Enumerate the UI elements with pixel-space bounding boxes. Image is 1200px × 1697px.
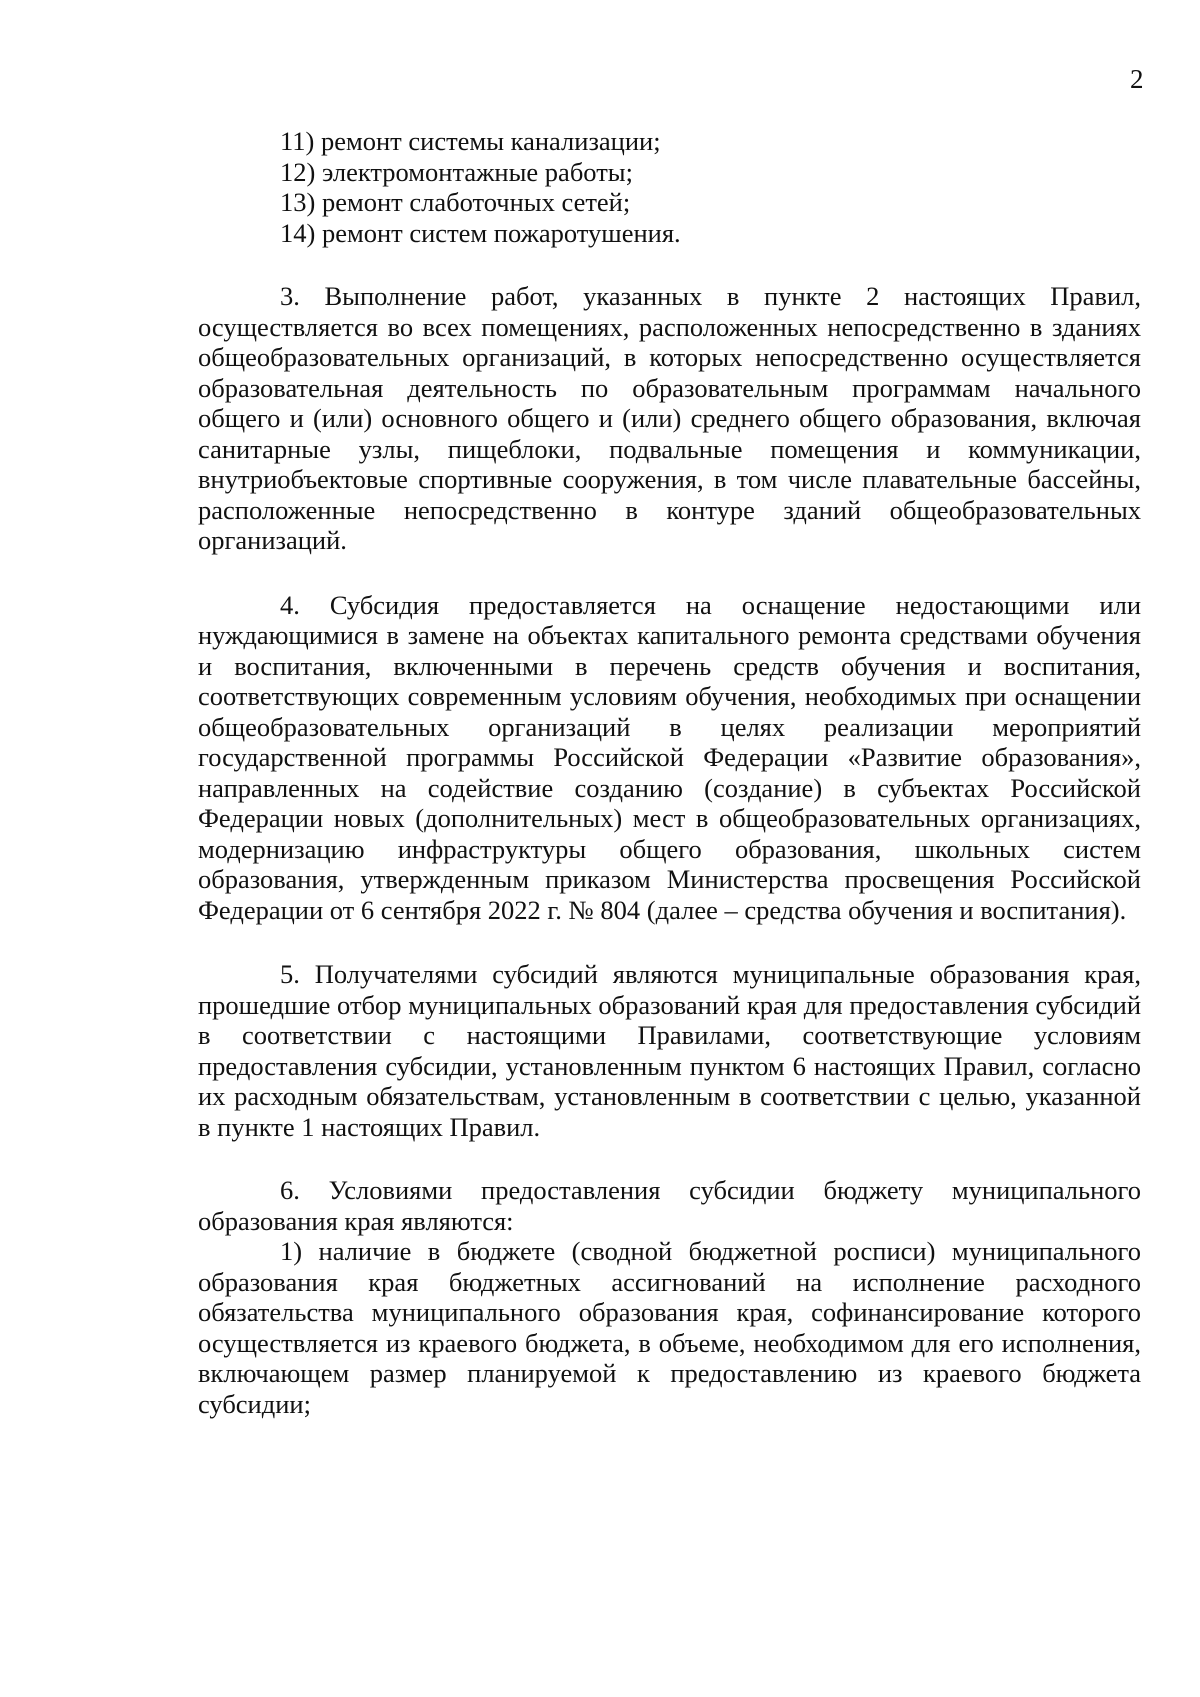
list-item: 13) ремонт слаботочных сетей; (280, 187, 631, 217)
paragraph-6: 6. Условиями предоставления субсидии бюджету муниципального образования края являются: (198, 1175, 1141, 1236)
paragraph-5: 5. Получателями субсидий являются муниципальные образования края, прошедшие отбор муниципальных образований края для предоставления субсидий в соответствии с настоящими Правилами, соответствующие условиям предоставления субсидии, установленным пунктом 6 настоящих Правил, согласно их расходным обязательствам, установленным в соответствии с целью, указанной в пункте 1 настоящих Правил. (198, 959, 1141, 1142)
list-item: 14) ремонт систем пожаротушения. (280, 217, 681, 248)
work-list (198, 126, 1141, 248)
list-item: 12) электромонтажные работы; (280, 156, 633, 187)
list-item: 11) ремонт системы канализации; (280, 126, 661, 156)
document-body (198, 126, 1141, 1419)
page-number: 2 (1130, 64, 1144, 94)
paragraph-4: 4. Субсидия предоставляется на оснащение недостающими или нуждающимися в замене на объектах капитального ремонта средствами обучения и воспитания, включенными в перечень средств обучения и воспитания, соответствующих современным условиям обучения, необходимых при оснащении общеобразовательных организаций в целях реализации мероприятий государственной программы Российской Федерации «Развитие образования», направленных на содействие созданию (создание) в субъектах Российской Федерации новых (дополнительных) мест в общеобразовательных организациях, модернизацию инфраструктуры общего образования, школьных систем образования, утвержденным приказом Министерства просвещения Российской Федерации от 6 сентября 2022 г. № 804 (далее – средства обучения и воспитания). (198, 589, 1141, 925)
paragraph-3: 3. Выполнение работ, указанных в пункте 2 настоящих Правил, осуществляется во всех помещениях, расположенных непосредственно в зданиях общеобразовательных организаций, в которых непосредственно осуществляется образовательная деятельность по образовательным программам начального общего и (или) основного общего и (или) среднего общего образования, включая санитарные узлы, пищеблоки, подвальные помещения и коммуникации, внутриобъектовые спортивные сооружения, в том числе плавательные бассейны, расположенные непосредственно в контуре зданий общеобразовательных организаций. (198, 281, 1141, 555)
paragraph-6-item-1: 1) наличие в бюджете (сводной бюджетной росписи) муниципального образования края бюджетных ассигнований на исполнение расходного обязательства муниципального образования края, софинансирование которого осуществляется из краевого бюджета, в объеме, необходимом для его исполнения, включающем размер планируемой к предоставлению из краевого бюджета субсидии; (198, 1236, 1141, 1419)
